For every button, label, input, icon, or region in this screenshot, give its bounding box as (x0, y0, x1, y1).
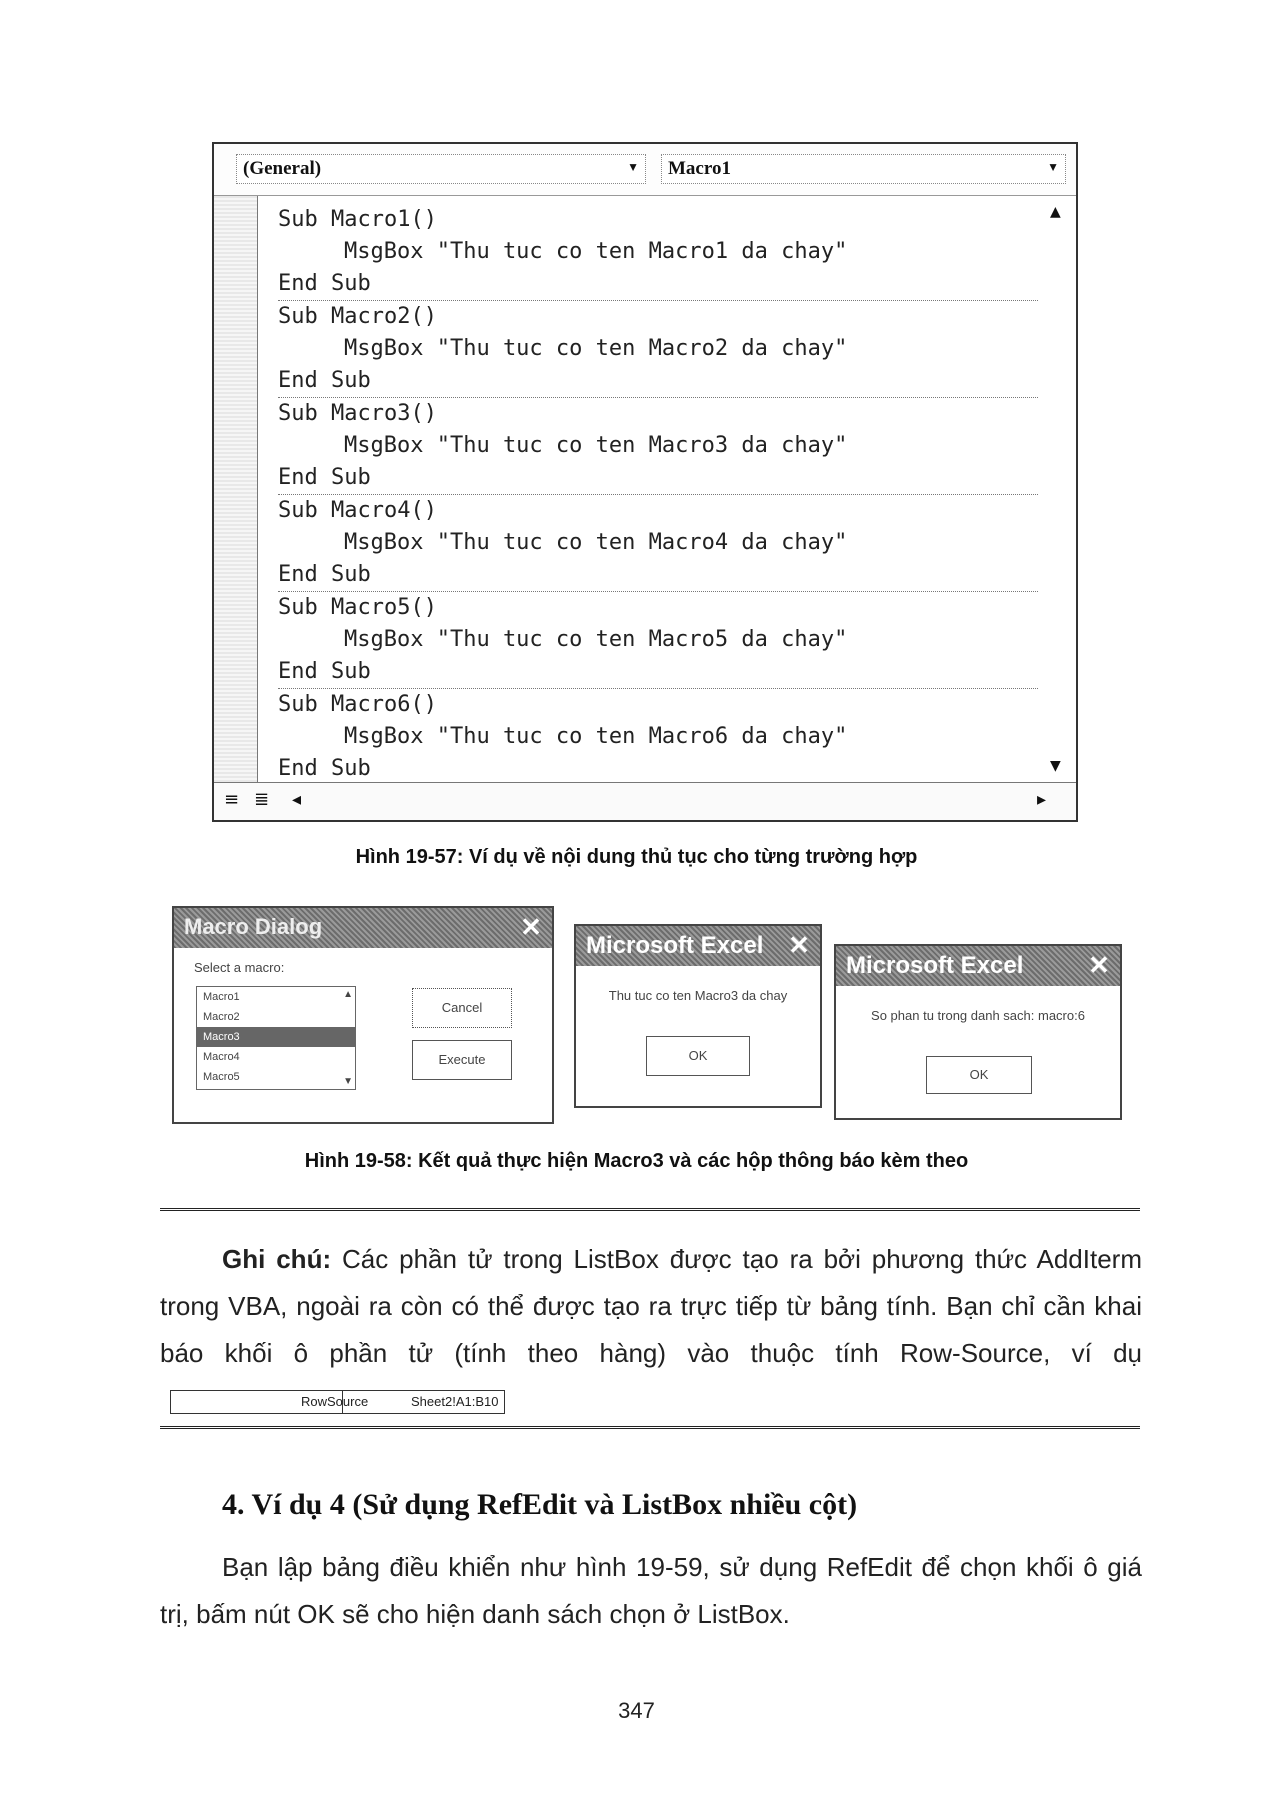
rowsource-property-row (170, 1390, 505, 1414)
select-macro-label: Select a macro: (194, 960, 285, 975)
list-item[interactable]: Macro1 (203, 991, 240, 1003)
property-name: RowSource (233, 1391, 343, 1413)
code-line: End Sub (278, 271, 371, 296)
procedure-block (278, 689, 1038, 785)
cancel-button[interactable]: Cancel (412, 988, 512, 1028)
property-value: Sheet2!A1:B10 (411, 1394, 499, 1410)
procedure-block (278, 301, 1038, 398)
page-number: 347 (618, 1698, 655, 1723)
scroll-up-icon[interactable]: ▲ (343, 989, 353, 1000)
body-paragraph: Bạn lập bảng điều khiển như hình 19-59, sử dụng RefEdit để chọn khối ô giá trị, bấm nút OK sẽ cho hiện danh sách chọn ở ListBox. (160, 1552, 1142, 1629)
code-line: Sub Macro1() (278, 207, 437, 232)
list-item[interactable]: Macro2 (203, 1011, 240, 1023)
code-line: MsgBox "Thu tuc co ten Macro3 da chay" (344, 433, 848, 458)
dialog-title-bar (174, 908, 552, 948)
code-line: MsgBox "Thu tuc co ten Macro5 da chay" (344, 627, 848, 652)
message-box (834, 944, 1122, 1120)
procedure-block (278, 592, 1038, 689)
section-heading: 4. Ví dụ 4 (Sử dụng RefEdit và ListBox nhiều cột) (222, 1488, 858, 1521)
chevron-down-icon: ▼ (627, 160, 639, 174)
procedure-block (278, 204, 1038, 301)
code-line: End Sub (278, 368, 371, 393)
list-item[interactable]: Macro4 (203, 1051, 240, 1063)
close-icon[interactable]: ✕ (788, 930, 810, 960)
macro-listbox[interactable] (196, 986, 356, 1090)
margin-indicator-bar (214, 196, 258, 782)
vba-code-window (212, 142, 1078, 822)
dialog-title: Macro Dialog (184, 914, 323, 939)
note-label: Ghi chú: (222, 1244, 332, 1274)
message-text: So phan tu trong danh sach: macro:6 (871, 1008, 1085, 1023)
execute-button[interactable]: Execute (412, 1040, 512, 1080)
code-line: MsgBox "Thu tuc co ten Macro6 da chay" (344, 724, 848, 749)
scroll-down-icon[interactable]: ▼ (343, 1076, 353, 1087)
procedure-combo[interactable] (661, 154, 1066, 184)
dialog-title-bar (836, 946, 1120, 986)
code-pane[interactable] (278, 204, 1038, 785)
code-line: End Sub (278, 659, 371, 684)
dialog-title: Microsoft Excel (846, 952, 1024, 979)
note-text: Các phần tử trong ListBox được tạo ra bởi phương thức AddIterm trong VBA, ngoài ra còn có thể được tạo ra trực tiếp từ bảng tính. Bạn chỉ cần khai báo khối ô phần tử (tính theo hàng) vào thuộc tính Row-Source, ví dụ (160, 1244, 1142, 1368)
scroll-right-icon[interactable]: ▸ (1036, 789, 1046, 810)
vba-combo-bar (214, 144, 1076, 196)
list-item-selected[interactable]: Macro3 (197, 1027, 355, 1047)
figure-caption: Hình 19-58: Kết quả thực hiện Macro3 và các hộp thông báo kèm theo (304, 1150, 969, 1172)
procedure-combo-value: Macro1 (668, 158, 731, 179)
procedure-block (278, 495, 1038, 592)
object-combo-value: (General) (243, 158, 322, 179)
code-line: End Sub (278, 756, 371, 781)
code-line: MsgBox "Thu tuc co ten Macro2 da chay" (344, 336, 848, 361)
list-item[interactable]: Macro5 (203, 1071, 240, 1083)
code-line: End Sub (278, 465, 371, 490)
divider (160, 1426, 1140, 1432)
code-line: Sub Macro6() (278, 692, 437, 717)
code-line: End Sub (278, 562, 371, 587)
scroll-up-icon[interactable]: ▲ (1050, 204, 1061, 220)
code-line: MsgBox "Thu tuc co ten Macro4 da chay" (344, 530, 848, 555)
horizontal-scrollbar[interactable] (214, 782, 1076, 820)
macro-dialog (172, 906, 554, 1124)
vertical-scrollbar[interactable] (1042, 196, 1076, 782)
scroll-down-icon[interactable]: ▼ (1050, 758, 1061, 774)
dialog-title-bar (576, 926, 820, 966)
scroll-left-icon[interactable]: ◂ (292, 789, 302, 810)
procedure-view-icon[interactable]: ≡ (224, 789, 240, 810)
chevron-down-icon: ▼ (1047, 160, 1059, 174)
code-line: Sub Macro5() (278, 595, 437, 620)
message-box (574, 924, 822, 1108)
dialog-title: Microsoft Excel (586, 932, 764, 959)
code-line: MsgBox "Thu tuc co ten Macro1 da chay" (344, 239, 848, 264)
note-paragraph (160, 1236, 1142, 1424)
code-line: Sub Macro2() (278, 304, 437, 329)
message-text: Thu tuc co ten Macro3 da chay (608, 988, 788, 1003)
full-module-view-icon[interactable]: ≣ (254, 789, 270, 810)
figure-caption: Hình 19-57: Ví dụ về nội dung thủ tục cho từng trường hợp (355, 846, 918, 868)
code-line: Sub Macro4() (278, 498, 437, 523)
code-line: Sub Macro3() (278, 401, 437, 426)
object-combo[interactable] (236, 154, 646, 184)
ok-button[interactable]: OK (646, 1036, 750, 1076)
close-icon[interactable]: ✕ (1088, 950, 1110, 980)
ok-button[interactable]: OK (926, 1056, 1032, 1094)
divider (160, 1208, 1140, 1214)
procedure-block (278, 398, 1038, 495)
close-icon[interactable]: ✕ (520, 912, 542, 942)
